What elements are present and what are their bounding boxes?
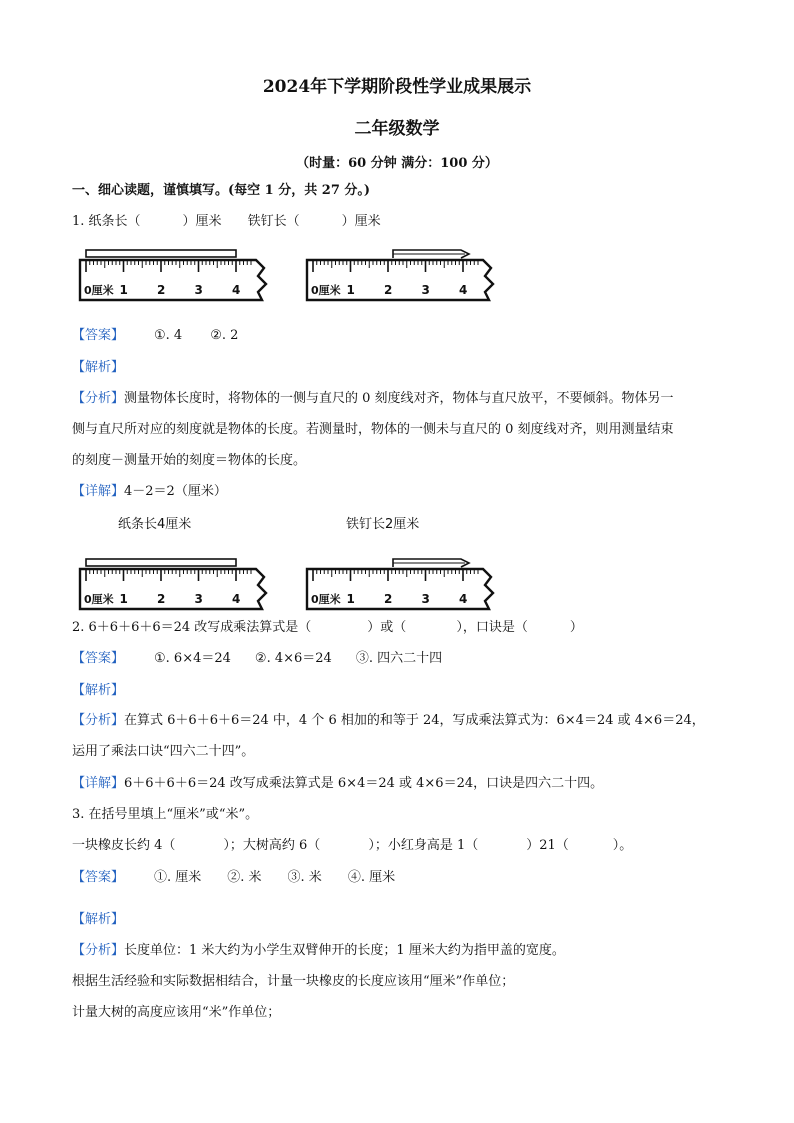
q2-prompt-b: ）或（ bbox=[367, 620, 407, 635]
fenxi-tag: 【分析】 bbox=[72, 943, 125, 958]
detail-tag: 【详解】 bbox=[72, 776, 125, 791]
ruler-tick-label: 4 bbox=[232, 592, 241, 606]
ruler-tick-label: 4 bbox=[459, 592, 468, 606]
ruler-tick-label: 1 bbox=[346, 283, 355, 297]
q2-fenxi-1 bbox=[72, 712, 705, 730]
answer-tag: 【答案】 bbox=[72, 651, 125, 666]
fenxi-tag: 【分析】 bbox=[72, 713, 125, 728]
ruler-nail bbox=[305, 246, 501, 306]
answer-tag: 【答案】 bbox=[72, 328, 125, 343]
question-2 bbox=[72, 619, 583, 637]
q2-prompt-a: 2. 6＋6＋6＋6＝24 改写成乘法算式是（ bbox=[72, 620, 312, 635]
question-3: 3. 在括号里填上“厘米”或“米”。 bbox=[72, 807, 259, 822]
ruler-paper-strip bbox=[78, 246, 274, 306]
q3-line-b: ）；大树高约 6（ bbox=[223, 838, 321, 853]
q2-answer-3: ③. 四六二十四 bbox=[355, 651, 443, 666]
q2-prompt-d: ） bbox=[569, 620, 583, 635]
q3-fenxi bbox=[72, 942, 565, 960]
q1-prompt-c: 铁钉长（ bbox=[247, 214, 300, 229]
q1-fenxi-3: 的刻度－测量开始的刻度＝物体的长度。 bbox=[72, 453, 307, 468]
q2-prompt-c: ），口诀是（ bbox=[456, 620, 528, 635]
q3-fenxi-text: 长度单位：1 米大约为小学生双臂伸开的长度；1 厘米大约为指甲盖的宽度。 bbox=[124, 943, 565, 958]
page-subtitle: 二年级数学 bbox=[354, 119, 440, 139]
q1-detail-text: 4－2＝2（厘米） bbox=[124, 484, 227, 499]
q2-answer bbox=[72, 650, 442, 668]
q3-answer-2: ②. 米 bbox=[227, 870, 262, 885]
ruler-tick-label: 4 bbox=[232, 283, 241, 297]
ruler-tick-label: 3 bbox=[194, 283, 203, 297]
question-1 bbox=[72, 213, 381, 231]
section-heading: 一、细心读题，谨慎填写。(每空 1 分，共 27 分。) bbox=[72, 183, 371, 198]
ruler-tick-label: 2 bbox=[384, 283, 393, 297]
q3-line-a: 一块橡皮长约 4（ bbox=[72, 838, 176, 853]
q1-prompt-a: 1. 纸条长（ bbox=[72, 214, 141, 229]
q1-answer bbox=[72, 327, 238, 345]
detail-tag: 【详解】 bbox=[72, 484, 125, 499]
analysis-tag: 【解析】 bbox=[72, 360, 125, 375]
q3-line-d: ）21（ bbox=[526, 838, 569, 853]
q3-answer bbox=[72, 869, 395, 887]
ruler-paper-strip-2 bbox=[78, 555, 274, 615]
exam-meta: （时量：60 分钟 满分：100 分） bbox=[296, 156, 498, 171]
ruler-tick-label: 2 bbox=[157, 283, 166, 297]
q3-line-e: ）。 bbox=[612, 838, 633, 853]
q2-fenxi-text-1: 在算式 6＋6＋6＋6＝24 中，4 个 6 相加的和等于 24，写成乘法算式为：6×4＝24 或 4×6＝24， bbox=[124, 713, 705, 728]
q2-answer-1: ①. 6×4＝24 bbox=[154, 651, 231, 666]
q3-text-1: 根据生活经验和实际数据相结合，计量一块橡皮的长度应该用“厘米”作单位； bbox=[72, 974, 515, 989]
ruler-tick-label: 1 bbox=[119, 283, 128, 297]
answer-tag: 【答案】 bbox=[72, 870, 125, 885]
ruler-tick-label: 2 bbox=[384, 592, 393, 606]
q3-answer-3: ③. 米 bbox=[287, 870, 322, 885]
ruler-zero-label: 0厘米 bbox=[84, 593, 114, 606]
ruler-zero-label: 0厘米 bbox=[84, 284, 114, 297]
q2-detail-text: 6＋6＋6＋6＝24 改写成乘法算式是 6×4＝24 或 4×6＝24，口诀是四六二十四。 bbox=[124, 776, 604, 791]
q1-fenxi-2: 侧与直尺所对应的刻度就是物体的长度。若测量时，物体的一侧未与直尺的 0 刻度线对齐，则用测量结束 bbox=[72, 422, 674, 437]
q1-fenxi-1 bbox=[72, 390, 674, 408]
q2-detail bbox=[72, 775, 603, 793]
page-title: 2024年下学期阶段性学业成果展示 bbox=[262, 77, 532, 97]
analysis-tag: 【解析】 bbox=[72, 912, 125, 927]
q2-fenxi-2: 运用了乘法口诀“四六二十四”。 bbox=[72, 744, 255, 759]
q3-text-2: 计量大树的高度应该用“米”作单位； bbox=[72, 1005, 281, 1020]
q3-line bbox=[72, 837, 632, 855]
q3-answer-4: ④. 厘米 bbox=[347, 870, 396, 885]
q3-line-c: ）；小红身高是 1（ bbox=[368, 838, 479, 853]
paper-strip bbox=[86, 250, 236, 257]
fenxi-tag: 【分析】 bbox=[72, 391, 125, 406]
q1-answer-2: ②. 2 bbox=[210, 328, 239, 343]
ruler-nail-2 bbox=[305, 555, 501, 615]
analysis-tag: 【解析】 bbox=[72, 683, 125, 698]
ruler-tick-label: 3 bbox=[421, 592, 430, 606]
ruler-tick-label: 2 bbox=[157, 592, 166, 606]
ruler-zero-label: 0厘米 bbox=[311, 593, 341, 606]
q1-prompt-d: ）厘米 bbox=[341, 214, 381, 229]
q1-prompt-b: ）厘米 bbox=[182, 214, 222, 229]
label-paper-strip: 纸条长4厘米 bbox=[118, 517, 192, 532]
ruler-tick-label: 3 bbox=[194, 592, 203, 606]
q1-detail bbox=[72, 483, 227, 501]
label-nail: 铁钉长2厘米 bbox=[346, 517, 420, 532]
ruler-tick-label: 1 bbox=[119, 592, 128, 606]
ruler-tick-label: 4 bbox=[459, 283, 468, 297]
ruler-zero-label: 0厘米 bbox=[311, 284, 341, 297]
q2-answer-2: ②. 4×6＝24 bbox=[254, 651, 332, 666]
q1-fenxi-text-1: 测量物体长度时，将物体的一侧与直尺的 0 刻度线对齐，物体与直尺放平，不要倾斜。物体另一 bbox=[124, 391, 674, 406]
ruler-tick-label: 3 bbox=[421, 283, 430, 297]
q1-answer-1: ①. 4 bbox=[154, 328, 183, 343]
q3-answer-1: ①. 厘米 bbox=[154, 870, 202, 885]
paper-strip bbox=[86, 559, 236, 566]
ruler-tick-label: 1 bbox=[346, 592, 355, 606]
